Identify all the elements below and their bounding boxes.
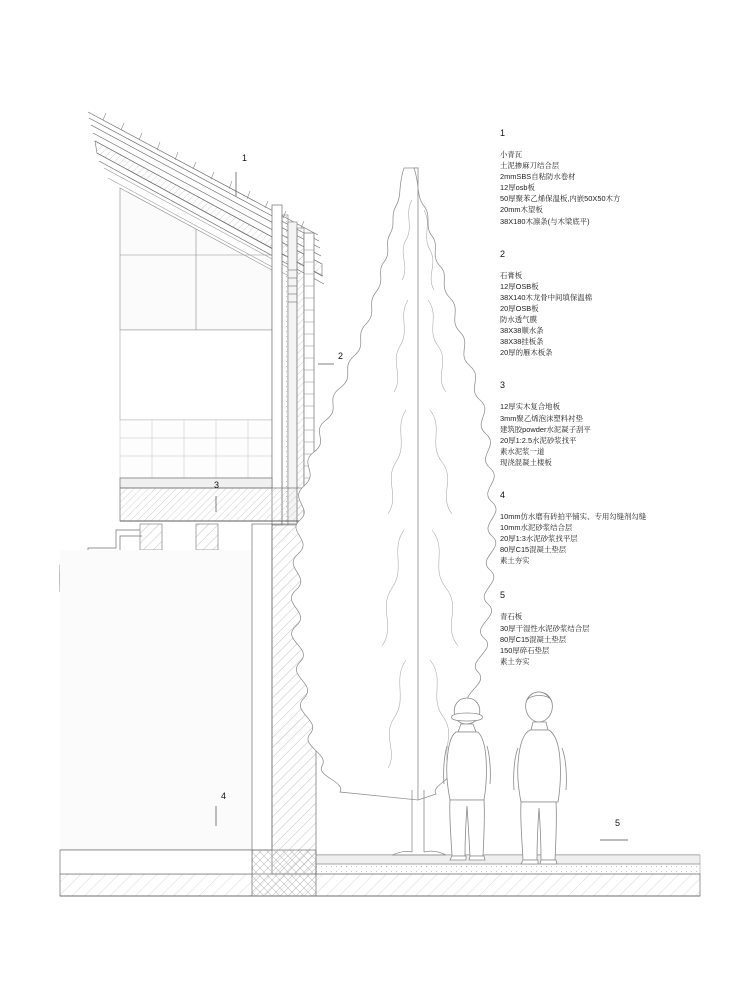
lower-interior-wall xyxy=(60,524,316,874)
legend-number-5: 5 xyxy=(500,590,506,601)
upper-window-glazing xyxy=(120,188,272,330)
legend-block-3 xyxy=(500,380,730,468)
legend-block-4 xyxy=(500,490,730,566)
legend-number-1: 1 xyxy=(500,128,506,138)
legend-line: 10mm仿水磨有砖拍平铺实、专用勾缝剂勾缝 xyxy=(500,511,647,521)
legend-block-1 xyxy=(500,128,730,227)
legend-line: 150厚碎石垫层 xyxy=(500,645,550,655)
legend-block-2 xyxy=(500,249,730,359)
human-figure-adult xyxy=(514,692,567,864)
legend-line: 2mmSBS自粘防水卷材 xyxy=(500,172,576,182)
upper-floor-grid xyxy=(120,420,272,478)
legend-line: 建筑胶powder水泥凝子刮平 xyxy=(500,424,591,434)
legend-line: 3mm聚乙烯泡沫塑料衬垫 xyxy=(500,413,583,423)
legend-line: 20厚OSB板 xyxy=(500,303,539,313)
legend-line: 38X38挂板条 xyxy=(500,337,544,347)
legend-line: 38X180木凛条(与木梁底平) xyxy=(500,216,590,226)
legend-block-5 xyxy=(500,590,730,666)
legend-line: 30厚干湿性水泥砂浆结合层 xyxy=(500,623,590,633)
material-spec-legend xyxy=(500,128,730,681)
legend-line: 38X140木龙骨中间填保温棉 xyxy=(500,292,592,302)
callout-marker-3: 3 xyxy=(214,480,220,490)
legend-line: 石膏板 xyxy=(500,270,523,280)
legend-line: 20厚1:2.5水泥砂浆找平 xyxy=(500,435,577,445)
legend-line: 防水透气膜 xyxy=(500,315,537,325)
legend-line: 80厚C15混凝土垫层 xyxy=(500,545,567,555)
legend-line: 素水泥浆一道 xyxy=(500,446,545,456)
legend-line: 现浇混凝土楼板 xyxy=(500,457,552,467)
interior-upper-room xyxy=(120,330,272,420)
legend-line: 小青瓦 xyxy=(500,150,523,159)
exterior-wall-assembly xyxy=(272,205,314,525)
legend-line: 素土夯实 xyxy=(500,556,530,566)
callout-marker-1: 1 xyxy=(242,153,248,163)
legend-line: 50厚聚苯乙烯保温板,内嵌50X50木方 xyxy=(500,194,621,204)
legend-line: 20厚1:3水泥砂浆找平层 xyxy=(500,534,578,544)
legend-number-3: 3 xyxy=(500,380,506,391)
legend-line: 38X38顺水条 xyxy=(500,326,544,336)
legend-line: 12厚OSB板 xyxy=(500,281,539,291)
legend-line: 素土夯实 xyxy=(500,656,530,666)
callout-marker-2: 2 xyxy=(338,351,344,361)
callout-marker-5: 5 xyxy=(615,818,621,828)
ground-paving xyxy=(60,850,700,896)
legend-number-2: 2 xyxy=(500,248,506,259)
callout-marker-4: 4 xyxy=(221,791,227,801)
legend-line: 青石板 xyxy=(500,612,523,622)
legend-line: 12厚osb板 xyxy=(500,183,535,193)
legend-line: 20厚的雁木板条 xyxy=(500,348,553,358)
legend-number-4: 4 xyxy=(500,489,506,500)
legend-line: 12厚实木复合地板 xyxy=(500,402,560,412)
legend-line: 土泥掺麻刀结合层 xyxy=(500,161,560,171)
legend-line: 80厚C15混凝土垫层 xyxy=(500,634,567,644)
legend-line: 10mm水泥砂浆结合层 xyxy=(500,523,573,533)
legend-line: 20mm木望板 xyxy=(500,205,543,215)
